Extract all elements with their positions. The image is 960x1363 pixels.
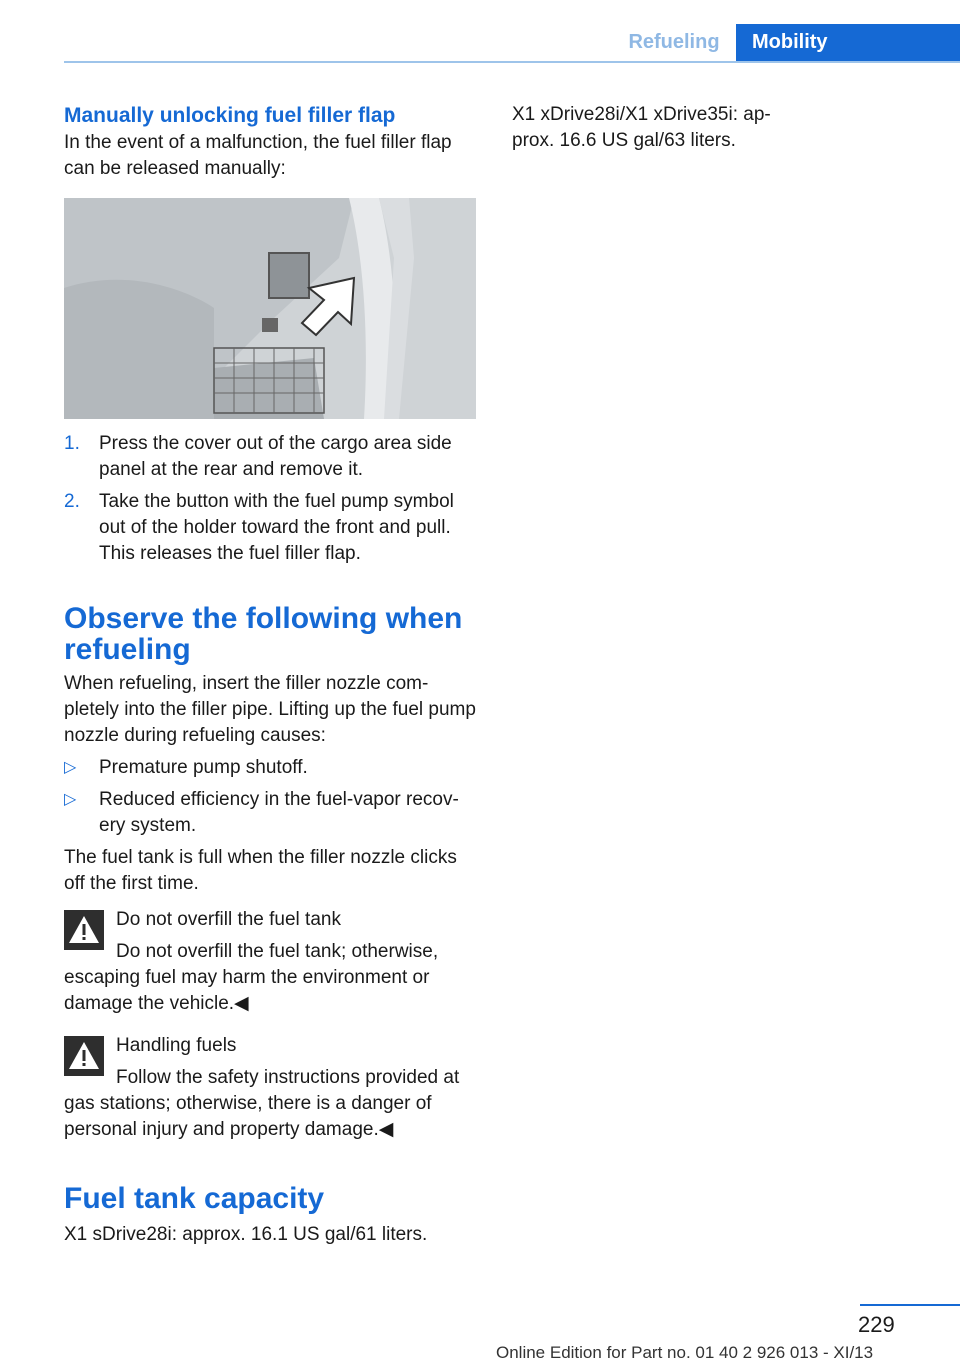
intro-text: In the event of a malfunction, the fuel filler flap can be released manually: <box>64 132 452 179</box>
step-number: 1. <box>64 433 80 454</box>
triangle-right-icon: ▷ <box>64 759 77 776</box>
warning-body-first: Do not overfill the fuel tank; otherwise, <box>116 941 439 962</box>
warning-overfill <box>64 907 482 1017</box>
heading-refueling: Observe the following when refueling <box>64 602 463 666</box>
bullet-text: Reduced efficiency in the fuel-vapor recov‐ery system. <box>99 789 459 836</box>
warning-triangle-icon <box>64 910 104 950</box>
warning-body-first: Follow the safety instructions provided at <box>116 1067 460 1088</box>
cargo-area-illustration <box>64 198 476 419</box>
warning-triangle-icon <box>64 1036 104 1076</box>
cargo-area-figure <box>64 198 476 419</box>
header-section-tab[interactable]: Refueling <box>628 31 720 53</box>
header-rule <box>64 61 960 63</box>
header-chapter-tab[interactable]: Mobility <box>736 24 960 61</box>
list-item <box>64 489 482 567</box>
warning-title: Handling fuels <box>116 1035 237 1056</box>
warning-body-rest: gas stations; otherwise, there is a danger of personal injury and property damage.◀ <box>64 1093 432 1140</box>
refuel-intro: When refueling, insert the filler nozzle com‐pletely into the filler pipe. Lifting up the fuel pump nozzle during refueling causes: <box>64 673 476 746</box>
unlock-steps <box>64 431 482 567</box>
right-column <box>512 102 802 154</box>
list-item <box>64 431 482 483</box>
triangle-right-icon: ▷ <box>64 791 77 808</box>
heading-capacity: Fuel tank capacity <box>64 1182 325 1215</box>
step-text: Take the button with the fuel pump symbol out of the holder toward the front and pull. This releases the fuel filler flap. <box>99 491 454 564</box>
capacity-xdrive: X1 xDrive28i/X1 xDrive35i: ap‐prox. 16.6 US gal/63 liters. <box>512 104 771 151</box>
step-number: 2. <box>64 491 80 512</box>
warning-fuels <box>64 1033 482 1143</box>
capacity-sdrive: X1 sDrive28i: approx. 16.1 US gal/61 liters. <box>64 1224 428 1245</box>
warning-body-rest: escaping fuel may harm the environment or damage the vehicle.◀ <box>64 967 430 1014</box>
warning-title: Do not overfill the fuel tank <box>116 909 341 930</box>
page-number: 229 <box>858 1312 895 1337</box>
edition-text: Online Edition for Part no. 01 40 2 926 013 - XI/13 <box>496 1343 874 1362</box>
list-item <box>64 755 482 781</box>
list-item <box>64 787 482 839</box>
bullet-text: Premature pump shutoff. <box>99 757 308 778</box>
left-column <box>64 102 482 1248</box>
step-text: Press the cover out of the cargo area side panel at the rear and remove it. <box>99 433 452 480</box>
refuel-bullets <box>64 755 482 839</box>
footer-rule <box>860 1304 960 1306</box>
tank-full-text: The fuel tank is full when the filler nozzle clicks off the first time. <box>64 847 457 894</box>
subheading-unlock: Manually unlocking fuel filler flap <box>64 104 396 127</box>
